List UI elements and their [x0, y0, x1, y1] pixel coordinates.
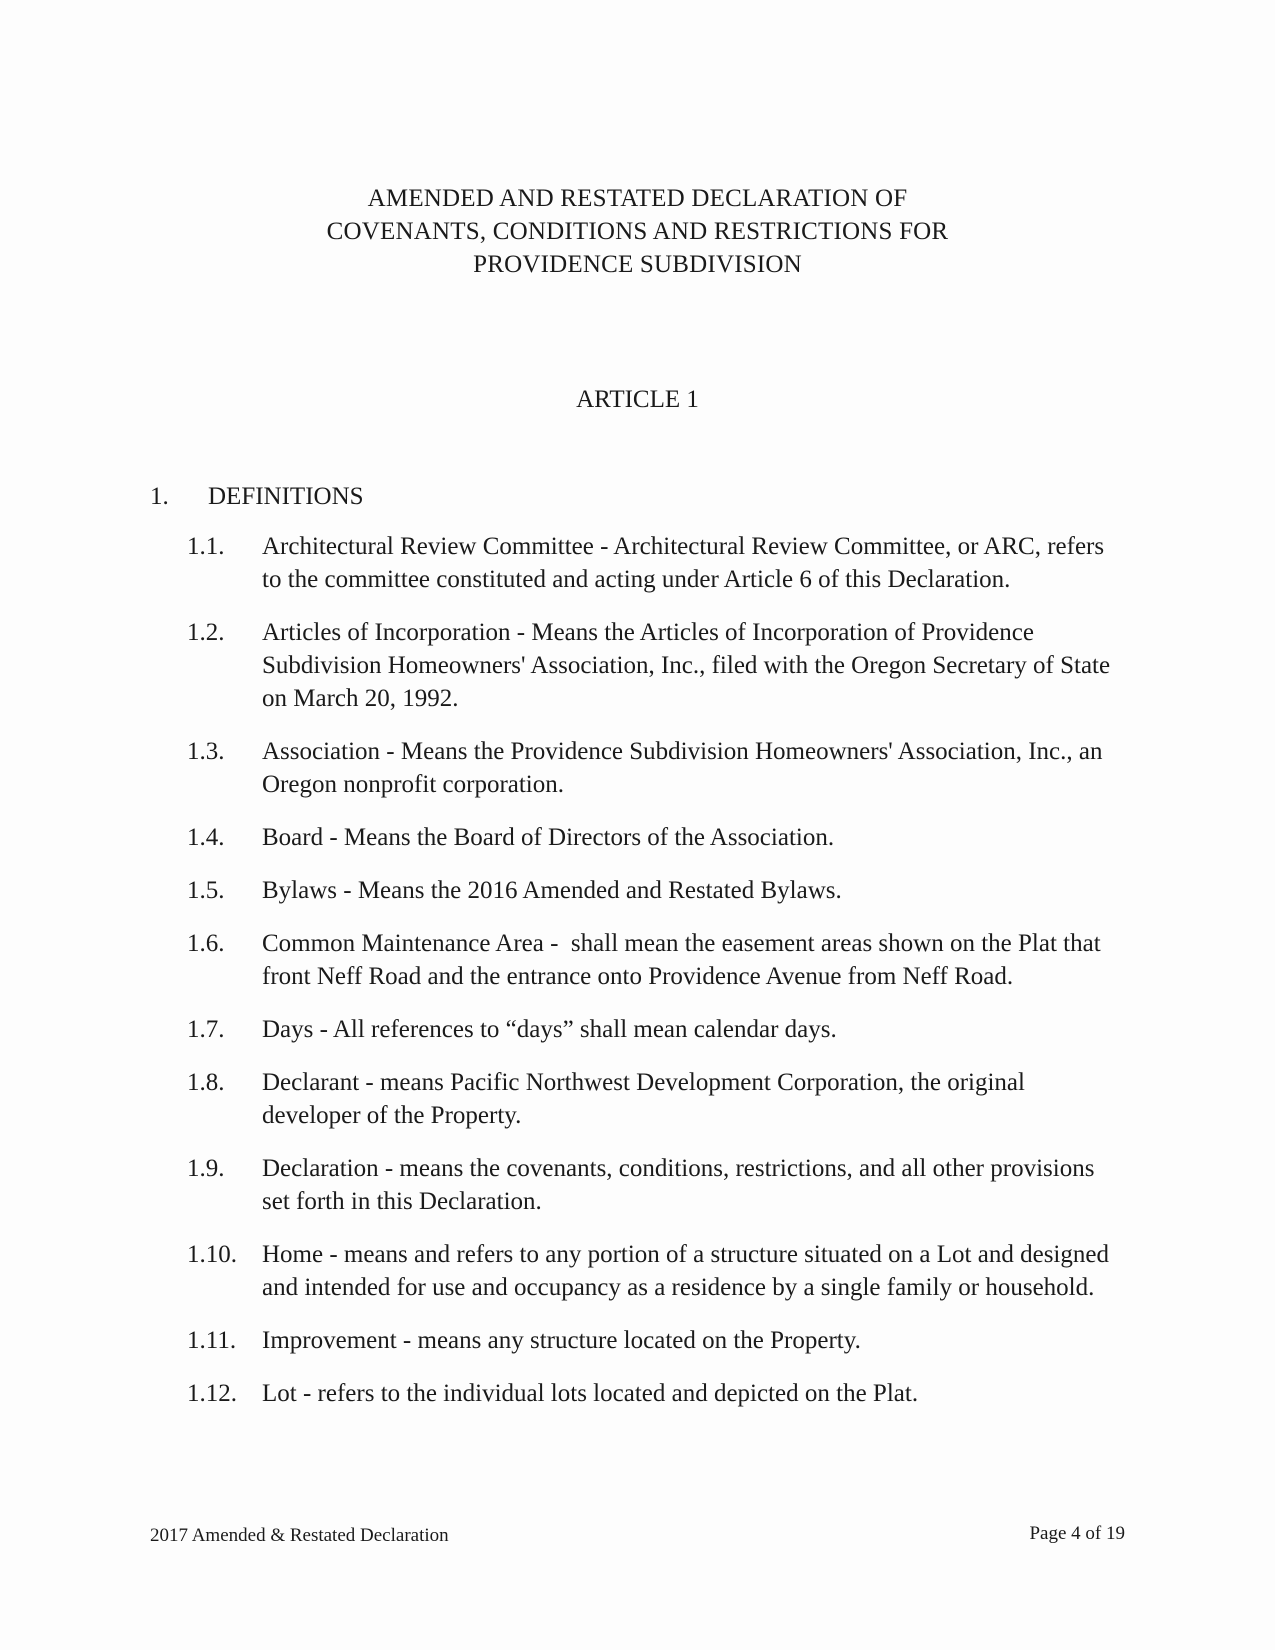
definition-number: 1.9.: [187, 1155, 225, 1182]
section-heading: [150, 480, 364, 513]
definition-number: 1.12.: [187, 1380, 237, 1407]
definition-number: 1.8.: [187, 1069, 225, 1096]
section-title: DEFINITIONS: [208, 483, 364, 510]
definition-text: Association - Means the Providence Subdivision Homeowners' Association, Inc., an Oregon nonprofit corporation.: [262, 738, 1103, 798]
definition-number: 1.11.: [187, 1327, 237, 1354]
definition-number: 1.10.: [187, 1241, 237, 1268]
definition-text: Board - Means the Board of Directors of the Association.: [262, 824, 835, 851]
definition-item: [187, 1238, 1127, 1304]
title-line-2: COVENANTS, CONDITIONS AND RESTRICTIONS FOR: [326, 218, 949, 245]
definition-item: [187, 1377, 1127, 1410]
definition-item: [187, 616, 1127, 715]
definition-number: 1.6.: [187, 930, 225, 957]
definition-text: Declaration - means the covenants, conditions, restrictions, and all other provisions set forth in this Declaration.: [262, 1155, 1095, 1215]
definition-text: Improvement - means any structure located on the Property.: [262, 1327, 861, 1354]
definition-text: Bylaws - Means the 2016 Amended and Restated Bylaws.: [262, 877, 842, 904]
definition-item: [187, 1013, 1127, 1046]
definition-item: [187, 1066, 1127, 1132]
definition-text: Lot - refers to the individual lots located and depicted on the Plat.: [262, 1380, 919, 1407]
section-number: 1.: [150, 483, 169, 510]
title-line-3: PROVIDENCE SUBDIVISION: [473, 251, 802, 278]
definitions-list: [187, 530, 1127, 1430]
article-heading: ARTICLE 1: [576, 386, 699, 413]
definition-number: 1.5.: [187, 877, 225, 904]
document-title: [0, 182, 1275, 281]
definition-item: [187, 927, 1127, 993]
definition-text: Common Maintenance Area - shall mean the easement areas shown on the Plat that front Neff Road and the entrance onto Providence Avenue from Neff Road.: [262, 930, 1107, 990]
definition-item: [187, 821, 1127, 854]
definition-text: Architectural Review Committee - Architectural Review Committee, or ARC, refers to the committee constituted and acting under Article 6 of this Declaration.: [262, 533, 1105, 593]
definition-item: [187, 1324, 1127, 1357]
definition-item: [187, 1152, 1127, 1218]
definition-item: [187, 874, 1127, 907]
definition-number: 1.7.: [187, 1016, 225, 1043]
definition-item: [187, 735, 1127, 801]
footer-page-number: Page 4 of 19: [1029, 1523, 1125, 1544]
definition-text: Declarant - means Pacific Northwest Development Corporation, the original developer of the Property.: [262, 1069, 1025, 1129]
footer-document-name: 2017 Amended & Restated Declaration: [150, 1525, 449, 1546]
definition-number: 1.3.: [187, 738, 225, 765]
definition-text: Home - means and refers to any portion of a structure situated on a Lot and designed and intended for use and occupancy as a residence by a single family or household.: [262, 1241, 1109, 1301]
title-line-1: AMENDED AND RESTATED DECLARATION OF: [367, 185, 908, 212]
definition-text: Days - All references to “days” shall mean calendar days.: [262, 1016, 837, 1043]
definition-text: Articles of Incorporation - Means the Articles of Incorporation of Providence Subdivision Homeowners' Association, Inc., filed with the Oregon Secretary of State on March 20, 1992.: [262, 619, 1111, 712]
definition-number: 1.1.: [187, 533, 225, 560]
definition-number: 1.2.: [187, 619, 225, 646]
definition-item: [187, 530, 1127, 596]
definition-number: 1.4.: [187, 824, 225, 851]
